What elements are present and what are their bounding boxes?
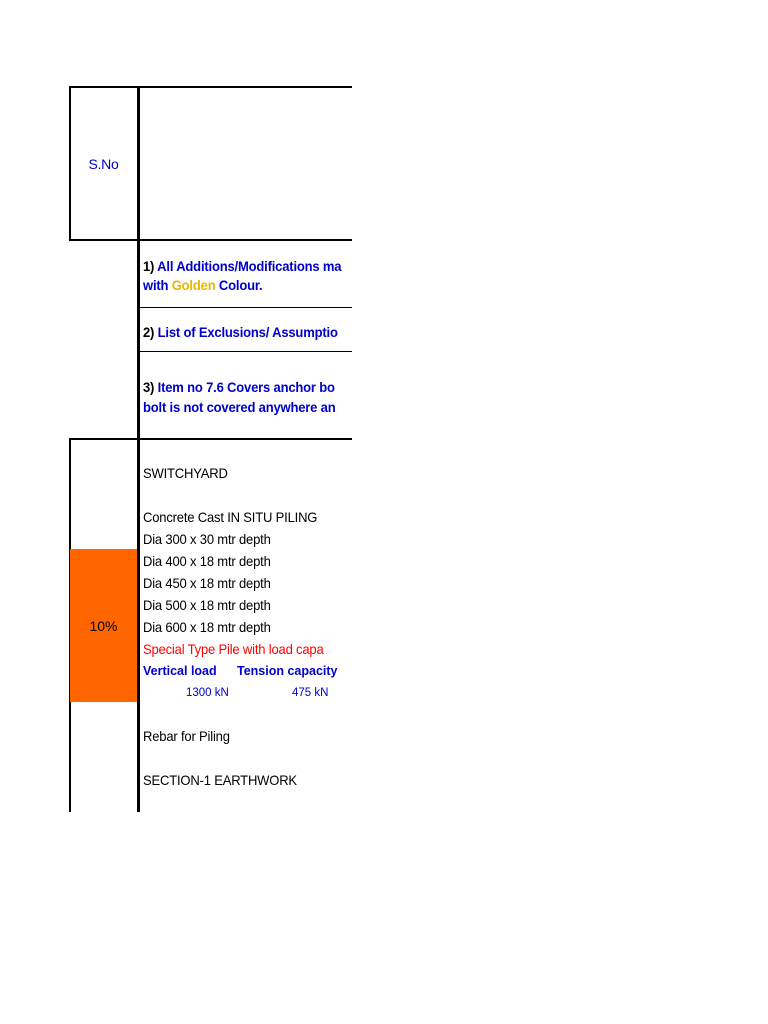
sno-header-label: S.No <box>88 155 119 172</box>
next-section-heading: SECTION-1 EARTHWORK <box>143 772 297 788</box>
note-divider-1 <box>140 307 352 308</box>
note-3-line-2: bolt is not covered anywhere an <box>143 399 336 415</box>
note-2-text: List of Exclusions/ Assumptio <box>157 324 338 340</box>
note-2-number: 2) <box>143 324 155 340</box>
sno-header-cell <box>70 88 137 239</box>
piling-item: Dia 300 x 30 mtr depth <box>143 531 271 547</box>
note-1-number: 1) <box>143 258 155 274</box>
percent-value: 10% <box>89 617 118 634</box>
sno-column-divider <box>137 86 140 812</box>
note-divider-2 <box>140 351 352 352</box>
notes-bottom-border <box>69 438 352 440</box>
note-1-line-2-start: with <box>143 277 172 293</box>
piling-item: Dia 400 x 18 mtr depth <box>143 553 271 569</box>
piling-item: Dia 450 x 18 mtr depth <box>143 575 271 591</box>
load-header-vertical: Vertical load <box>143 664 217 678</box>
piling-item: Dia 600 x 18 mtr depth <box>143 619 271 635</box>
percent-cell <box>70 549 137 702</box>
note-3-text: Item no 7.6 Covers anchor bo <box>157 379 335 395</box>
note-1-line-2 <box>143 277 262 293</box>
piling-title: Concrete Cast IN SITU PILING <box>143 509 318 525</box>
header-bottom-border <box>69 239 352 241</box>
note-1-line-1 <box>143 258 341 274</box>
note-1-golden-word: Golden <box>171 277 216 293</box>
special-pile-text: Special Type Pile with load capa <box>143 641 324 657</box>
piling-item: Dia 500 x 18 mtr depth <box>143 597 271 613</box>
load-value-tension: 475 kN <box>292 687 329 699</box>
section-heading: SWITCHYARD <box>143 465 228 481</box>
note-3-line-1 <box>143 379 335 395</box>
note-1-line-2-end: Colour. <box>215 277 263 293</box>
load-value-vertical: 1300 kN <box>186 687 229 699</box>
rebar-text: Rebar for Piling <box>143 728 230 744</box>
note-3-number: 3) <box>143 379 155 395</box>
note-1-text: All Additions/Modifications ma <box>157 258 342 274</box>
note-2-line-1 <box>143 324 338 340</box>
load-header-tension: Tension capacity <box>237 664 338 678</box>
